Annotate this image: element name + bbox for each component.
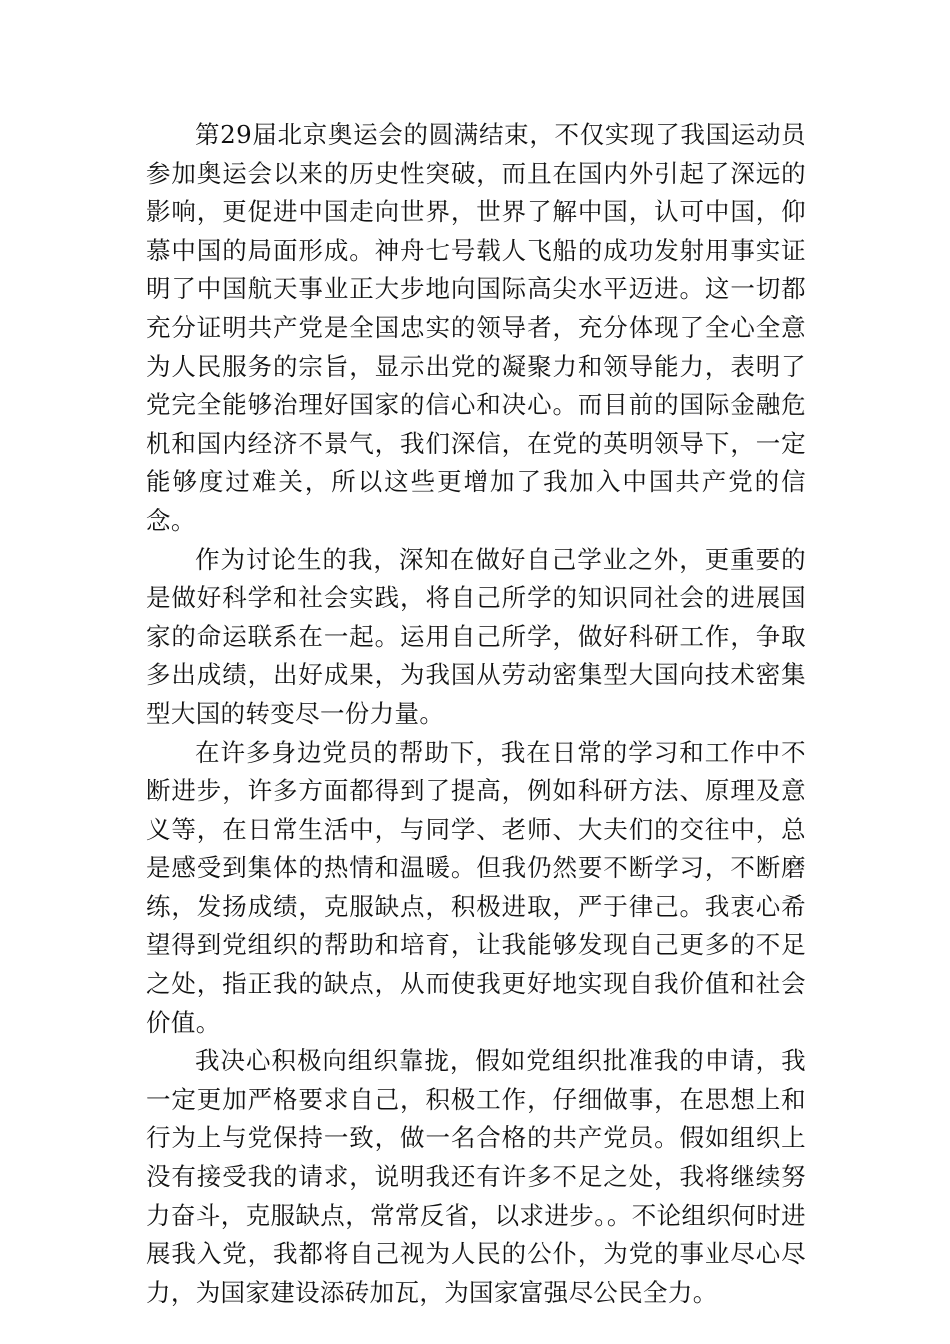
paragraph-olympics-and-party: 第29届北京奥运会的圆满结束，不仅实现了我国运动员参加奥运会以来的历史性突破，而且在国内外引起了深远的影响，更促进中国走向世界，世界了解中国，认可中国，仰慕中国的局面形成。神舟七号载人飞船的成功发射用事实证明了中国航天事业正大步地向国际高尖水平迈进。这一切都充分证明共产党是全国忠实的领导者，充分体现了全心全意为人民服务的宗旨，显示出党的凝聚力和领导能力，表明了党完全能够治理好国家的信心和决心。而目前的国际金融危机和国内经济不景气，我们深信，在党的英明领导下，一定能够度过难关，所以这些更增加了我加入中国共产党的信念。 [146,120,806,535]
paragraph-progress-and-help: 在许多身边党员的帮助下，我在日常的学习和工作中不断进步，许多方面都得到了提高，例如科研方法、原理及意义等，在日常生活中，与同学、老师、大夫们的交往中，总是感受到集体的热情和温暖。但我仍然要不断学习，不断磨练，发扬成绩，克服缺点，积极进取，严于律己。我衷心希望得到党组织的帮助和培育，让我能够发现自己更多的不足之处，指正我的缺点，从而使我更好地实现自我价值和社会价值。 [146,737,806,1037]
document-body [146,116,806,1312]
paragraph-determination: 我决心积极向组织靠拢，假如党组织批准我的申请，我一定更加严格要求自己，积极工作，仔细做事，在思想上和行为上与党保持一致，做一名合格的共产党员。假如组织上没有接受我的请求，说明我还有许多不足之处，我将继续努力奋斗，克服缺点，常常反省，以求进步。。不论组织何时进展我入党，我都将自己视为人民的公仆，为党的事业尽心尽力，为国家建设添砖加瓦，为国家富强尽公民全力。 [146,1046,806,1307]
paragraph-research-student: 作为讨论生的我，深知在做好自己学业之外，更重要的是做好科学和社会实践，将自己所学的知识同社会的进展国家的命运联系在一起。运用自己所学，做好科研工作，争取多出成绩，出好成果，为我国从劳动密集型大国向技术密集型大国的转变尽一份力量。 [146,544,806,728]
